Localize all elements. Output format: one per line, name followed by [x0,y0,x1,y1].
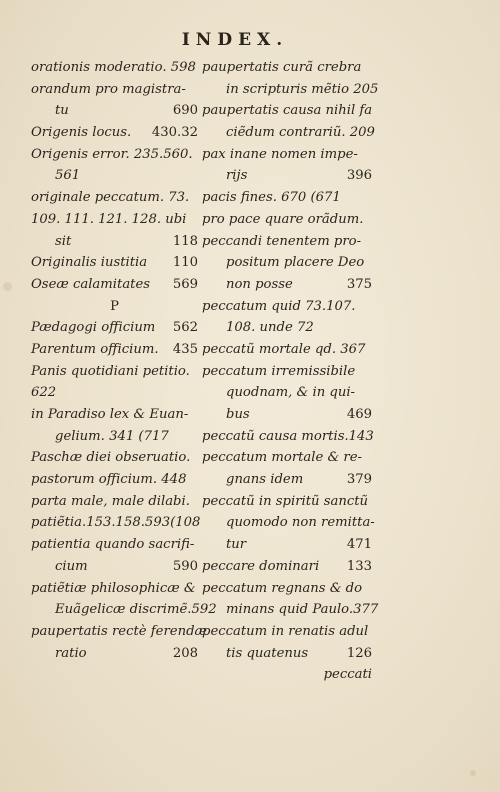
index-page-number: 471 [346,537,372,553]
index-entry-line [31,469,198,491]
index-page-number: 469 [346,407,372,422]
index-entry-text: Panis quotidiani petitio. [31,363,190,379]
index-entry-line [31,100,198,122]
index-entry-line [31,165,198,187]
index-entry-line [202,512,375,534]
index-entry-text: Euãgelicæ discrimẽ.592 [55,602,217,618]
index-column-left [31,57,217,664]
index-entry-text: peccatũ mortale qd. 367 [202,341,366,357]
index-entry-text: peccatum in renatis adul [202,623,369,639]
index-entry-line [202,339,372,361]
index-page-number: 126 [346,645,372,661]
index-entry-text: ciẽdum contrariũ. 209 [226,125,375,141]
index-page-number: 569 [172,276,198,292]
index-entry-text: tu [55,103,69,119]
index-entry-line [31,534,198,556]
index-entry-line [31,621,207,643]
index-entry-line [31,57,198,79]
index-entry-line [31,404,198,426]
index-entry-line [31,144,198,166]
index-entry-line [31,382,198,404]
index-entry-text: Parentum officium. [31,341,159,357]
index-entry-text: pastorum officium. 448 [31,472,187,488]
index-entry-text: patiẽtiæ philosophicæ & [31,580,196,596]
index-letter-heading [31,296,198,318]
index-entry-line [202,79,379,101]
index-entry-text: paupertatis rectè ferendæ [31,623,207,639]
index-page-number: 110 [172,255,198,271]
index-entry-line [31,426,198,448]
index-page-number: 435 [172,341,198,357]
index-entry-text: parta male, male dilabi. [31,493,190,509]
index-entry-line [202,556,372,578]
index-entry-line [202,599,379,621]
index-entry-text: orandum pro magistra- [31,81,186,97]
index-entry-text: ratio [55,645,87,661]
index-entry-line [31,187,198,209]
index-entry-text: minans quid Paulo.377 [226,602,379,618]
index-entry-line [202,296,372,318]
index-entry-text: tis quatenus [226,645,309,661]
page-stain [470,770,476,776]
index-entry-line [202,122,375,144]
index-entry-line [31,556,198,578]
index-entry-line [202,252,372,274]
index-entry-line [202,144,372,166]
index-entry-text: Origenis locus. [31,125,132,141]
index-entry-text: peccati [323,667,372,683]
index-entry-line [202,534,372,556]
index-page-number: 590 [172,558,198,574]
index-entry-text: 109. 111. 121. 128. ubi [31,211,187,227]
index-page-number: 118 [172,233,198,249]
index-entry-text: patientia quando sacrifi- [31,537,195,553]
index-entry-text: quomodo non remitta- [226,515,375,531]
index-entry-text: Oseæ calamitates [31,276,151,292]
index-entry-text: 561 [55,168,81,184]
index-entry-line [202,426,372,448]
index-entry-text: tur [226,537,247,553]
index-entry-text: quodnam, & in qui- [226,385,356,401]
index-entry-text: sit [55,233,72,249]
index-entry-text: cium [55,558,88,574]
index-entry-line [202,578,372,600]
index-entry-text: orationis moderatio. 598 [31,60,196,75]
index-entry-text: bus [226,407,250,422]
index-page-number: 430.32 [151,125,198,141]
index-entry-line [31,274,198,296]
index-entry-line [31,599,217,621]
index-entry-line [202,382,372,404]
index-entry-text: peccatum irremissibile [202,363,356,379]
index-entry-line [31,252,198,274]
index-entry-text: pacis fines. 670 (671 [202,190,341,206]
index-entry-line [31,491,198,513]
page-stain [3,282,12,291]
index-entry-line [202,187,372,209]
index-entry-line [31,122,198,144]
index-page-number: 690 [172,103,198,119]
index-entry-line [202,231,372,253]
index-entry-line [202,643,372,665]
index-entry-text: gelium. 341 (717 [55,428,169,444]
index-entry-line [31,643,198,665]
index-page-number: 396 [346,168,372,184]
index-entry-text: peccatũ in spiritũ sanctũ [202,493,369,509]
index-entry-text: in Paradiso lex & Euan- [31,407,189,422]
index-entry-text: 108. unde 72 [226,320,314,336]
index-entry-line [202,209,372,231]
index-entry-line [31,339,198,361]
index-column-right [202,57,379,686]
index-entry-line [31,512,201,534]
index-entry-text: Paschæ diei obseruatio. [31,450,191,466]
index-page-number: 375 [346,276,372,292]
index-entry-text: Origenis error. 235.560. [31,146,193,162]
index-entry-text: peccandi tenentem pro- [202,233,362,249]
index-page-number: 562 [172,320,198,336]
index-page-number: 133 [346,558,372,574]
index-entry-text: paupertatis curã crebra [202,60,362,75]
index-entry-line [202,274,372,296]
index-entry-text: Pædagogi officium [31,320,156,336]
index-entry-text: in scripturis mẽtio 205 [226,81,379,97]
index-entry-text: peccatum regnans & do [202,580,363,596]
index-entry-line [202,491,372,513]
index-entry-text: peccatũ causa mortis.143 [202,428,374,444]
index-entry-text: patiẽtia.153.158.593(108 [31,515,201,531]
index-entry-text: rijs [226,168,248,184]
index-entry-line [202,404,372,426]
index-entry-line [31,79,198,101]
index-entry-text: paupertatis causa nihil fa [202,103,373,119]
index-entry-line [31,209,198,231]
index-entry-line [202,621,372,643]
index-page-number: 208 [172,645,198,661]
index-entry-line [202,447,372,469]
index-entry-text: non posse [226,276,293,292]
index-entry-text: P [110,298,119,314]
index-entry-line [202,100,372,122]
index-entry-text: originale peccatum. 73. [31,190,190,206]
index-entry-line [31,231,198,253]
index-entry-line [31,447,198,469]
index-entry-text: 622 [31,385,57,401]
index-entry-line [202,469,372,491]
index-entry-text: peccatum mortale & re- [202,450,362,466]
index-entry-text: peccare dominari [202,558,320,574]
index-entry-line [31,578,198,600]
page-heading: INDEX. [181,30,289,50]
index-entry-text: pro pace quare orãdum. [202,211,364,227]
index-entry-text: gnans idem [226,472,304,488]
index-entry-text: Originalis iustitia [31,255,148,271]
index-entry-line [31,361,198,383]
index-entry-text: pax inane nomen impe- [202,146,358,162]
index-entry-text: peccatum quid 73.107. [202,298,356,314]
index-entry-line [202,317,372,339]
catchword [202,664,372,686]
index-entry-line [31,317,198,339]
index-page-number: 379 [346,472,372,488]
index-entry-line [202,361,372,383]
index-entry-text: positum placere Deo [226,255,365,271]
index-entry-line [202,57,372,79]
index-entry-line [202,165,372,187]
